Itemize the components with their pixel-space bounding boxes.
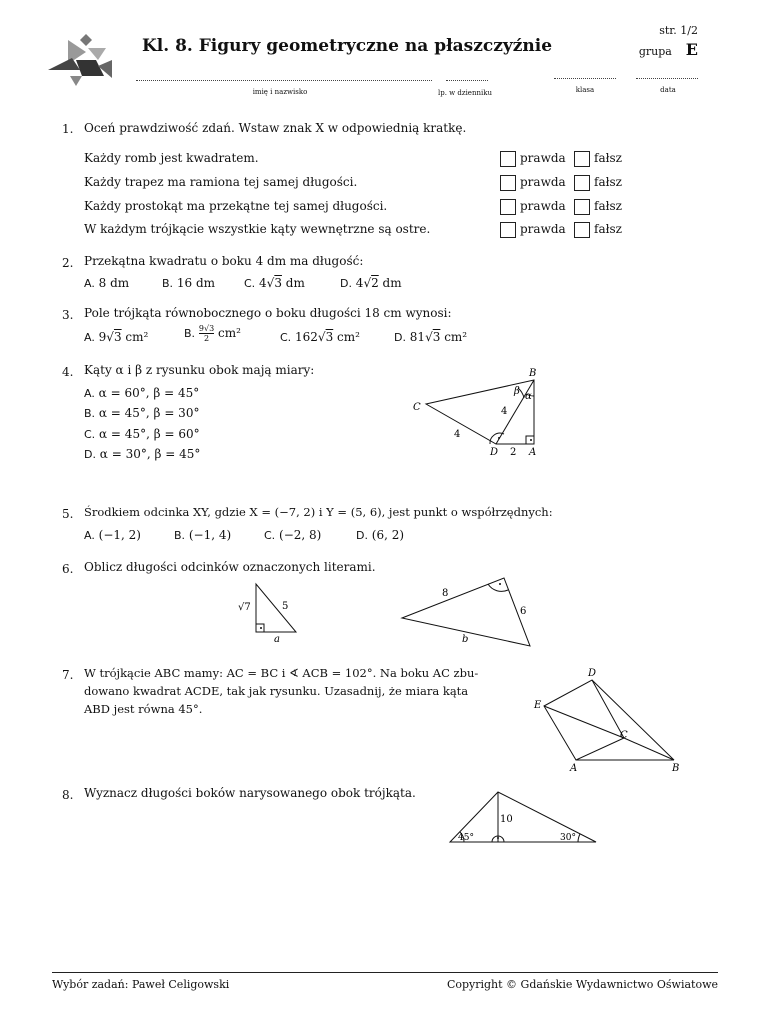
footer-divider — [52, 972, 718, 973]
q8-height-label: 10 — [500, 814, 513, 825]
q2-option-a[interactable]: A. 8 dm — [84, 276, 130, 290]
page-number: str. 1/2 — [659, 24, 698, 37]
q5-number: 5. — [62, 507, 74, 521]
q5-text: Środkiem odcinka XY, gdzie X = (−7, 2) i Y = (5, 6), jest punkt o współrzędnych: — [84, 505, 553, 519]
q3-option-b[interactable]: B. $\frac{9√3}{2}$ cm² — [184, 324, 241, 343]
true-label: prawda — [520, 151, 566, 165]
q5-option-d[interactable]: D. (6, 2) — [356, 528, 405, 542]
class-field[interactable] — [554, 78, 616, 79]
false-label: fałsz — [594, 151, 622, 165]
q5-option-a[interactable]: A. (−1, 2) — [84, 528, 141, 542]
q2-text: Przekątna kwadratu o boku 4 dm ma długość: — [84, 254, 364, 268]
q8-text: Wyznacz długości boków narysowanego obok trójkąta. — [84, 786, 416, 800]
q3-number: 3. — [62, 308, 74, 322]
q8-number: 8. — [62, 788, 74, 802]
q6-number: 6. — [62, 562, 74, 576]
q3-option-d[interactable]: D. 81√3 cm² — [394, 330, 468, 344]
q5-option-c[interactable]: C. (−2, 8) — [264, 528, 322, 542]
q7-line-3: ABD jest równa 45°. — [84, 702, 203, 716]
q4-label-d: D — [490, 447, 499, 458]
q4-option-b[interactable]: B. α = 45°, β = 30° — [84, 406, 200, 420]
q4-side-cb: 4 — [501, 406, 508, 417]
footer-author: Wybór zadań: Paweł Celigowski — [52, 978, 230, 991]
q4-label-beta: β — [514, 386, 520, 397]
q1-s3-true-checkbox[interactable] — [500, 199, 516, 215]
q1-s1-false-checkbox[interactable] — [574, 151, 590, 167]
q7-label-d: D — [588, 668, 597, 679]
q4-number: 4. — [62, 365, 74, 379]
group-label: grupa — [638, 45, 672, 58]
q4-side-cd: 4 — [454, 429, 461, 440]
q1-statement-4: W każdym trójkącie wszystkie kąty wewnętrzne są ostre. — [84, 222, 431, 236]
q7-line-1: W trójkącie ABC mamy: AC = BC i ∢ ACB = 102°. Na boku AC zbu- — [84, 666, 479, 680]
q1-text: Oceń prawdziwość zdań. Wstaw znak X w odpowiednią kratkę. — [84, 121, 467, 135]
q2-option-b[interactable]: B. 16 dm — [162, 276, 216, 290]
q7-label-b: B — [672, 763, 680, 774]
group-letter: E — [685, 40, 698, 59]
q6-f2-right-side: 6 — [520, 606, 527, 617]
q6-f1-hypotenuse: 5 — [282, 601, 289, 612]
q8-figure — [446, 786, 600, 846]
publisher-logo — [46, 30, 116, 88]
q7-label-c: C — [620, 730, 628, 741]
footer-copyright: Copyright © Gdańskie Wydawnictwo Oświatowe — [446, 978, 718, 991]
q4-label-c: C — [413, 402, 421, 413]
q7-label-e: E — [534, 700, 542, 711]
q8-right-angle: 30° — [560, 833, 576, 843]
false-label: fałsz — [594, 222, 622, 236]
page-title: Kl. 8. Figury geometryczne na płaszczyźnie — [142, 36, 553, 56]
q1-s4-false-checkbox[interactable] — [574, 222, 590, 238]
q8-left-angle: 45° — [458, 833, 474, 843]
q7-label-a: A — [570, 763, 578, 774]
q1-s3-false-checkbox[interactable] — [574, 199, 590, 215]
q2-number: 2. — [62, 256, 74, 270]
q6-f1-left-side: √7 — [238, 602, 251, 613]
q1-s2-false-checkbox[interactable] — [574, 175, 590, 191]
q7-line-2: dowano kwadrat ACDE, tak jak rysunku. Uzasadnij, że miara kąta — [84, 684, 469, 698]
q6-f1-bottom: a — [274, 634, 280, 644]
q1-s2-true-checkbox[interactable] — [500, 175, 516, 191]
q2-option-c[interactable]: C. 4√3 dm — [244, 276, 305, 290]
register-number-field[interactable] — [446, 80, 488, 81]
register-number-label: lp. w dzienniku — [438, 89, 492, 97]
q3-text: Pole trójkąta równobocznego o boku długości 18 cm wynosi: — [84, 306, 452, 320]
q4-label-alpha: α — [525, 391, 532, 402]
q4-figure — [404, 362, 554, 462]
true-label: prawda — [520, 222, 566, 236]
q4-option-d[interactable]: D. α = 30°, β = 45° — [84, 447, 201, 461]
group-indicator — [639, 40, 698, 59]
name-field-label: imię i nazwisko — [252, 88, 308, 96]
q6-text: Oblicz długości odcinków oznaczonych literami. — [84, 560, 376, 574]
q3-option-c[interactable]: C. 162√3 cm² — [280, 330, 360, 344]
q6-figure-1 — [232, 580, 312, 644]
q4-option-c[interactable]: C. α = 45°, β = 60° — [84, 427, 200, 441]
date-label: data — [660, 86, 676, 94]
true-label: prawda — [520, 199, 566, 213]
q1-statement-3: Każdy prostokąt ma przekątne tej samej długości. — [84, 199, 388, 213]
q1-s4-true-checkbox[interactable] — [500, 222, 516, 238]
q4-text: Kąty α i β z rysunku obok mają miary: — [84, 363, 315, 377]
q7-number: 7. — [62, 668, 74, 682]
q1-statement-1: Każdy romb jest kwadratem. — [84, 151, 259, 165]
name-field[interactable] — [136, 80, 432, 81]
q4-label-a: A — [529, 447, 537, 458]
class-label: klasa — [575, 86, 595, 94]
false-label: fałsz — [594, 199, 622, 213]
q1-statement-2: Każdy trapez ma ramiona tej samej długości. — [84, 175, 358, 189]
q4-option-a[interactable]: A. α = 60°, β = 45° — [84, 386, 200, 400]
q4-side-da: 2 — [510, 447, 517, 458]
q4-label-b: B — [529, 368, 537, 379]
q6-f2-bottom-side: b — [462, 634, 469, 645]
q6-f2-top-side: 8 — [442, 588, 449, 599]
false-label: fałsz — [594, 175, 622, 189]
date-field[interactable] — [636, 78, 698, 79]
q1-s1-true-checkbox[interactable] — [500, 151, 516, 167]
q3-option-a[interactable]: A. 9√3 cm² — [84, 330, 149, 344]
q7-figure — [526, 664, 696, 774]
true-label: prawda — [520, 175, 566, 189]
q2-option-d[interactable]: D. 4√2 dm — [340, 276, 402, 290]
q6-figure-2 — [396, 572, 540, 654]
q5-option-b[interactable]: B. (−1, 4) — [174, 528, 232, 542]
q1-number: 1. — [62, 122, 74, 136]
